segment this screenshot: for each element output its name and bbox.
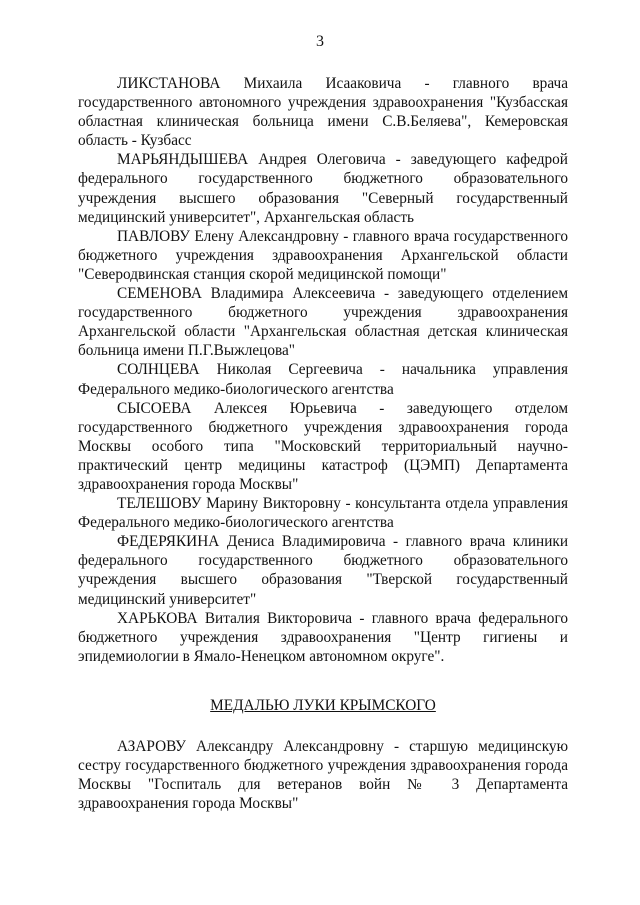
award-entry-kharkov: ХАРЬКОВА Виталия Викторовича - главного врача федерального бюджетного учреждения здравоохранения "Центр гигиены и эпидемиологии в Ямало-Ненецком автономном округе". [78, 609, 568, 665]
award-entry-teleshova: ТЕЛЕШОВУ Марину Викторовну - консультанта отдела управления Федерального медико-биологического агентства [78, 495, 568, 532]
award-entry-sysoev: СЫСОЕВА Алексея Юрьевича - заведующего отделом государственного бюджетного учреждения здравоохранения города Москвы особого типа "Московский территориальный научно-практический центр медицины катастроф (ЦЭМП) Департамента здравоохранения города Москвы" [78, 399, 568, 493]
award-entry-maryandyshev: МАРЬЯНДЫШЕВА Андрея Олеговича - заведующего кафедрой федерального государственного бюджетного образовательного учреждения высшего образования "Северный государственный медицинский университет", Архангельская область [78, 151, 568, 226]
award-entry-likstanov: ЛИКСТАНОВА Михаила Исааковича - главного врача государственного автономного учреждения здравоохранения "Кузбасская областная клиническая больница имени С.В.Беляева", Кемеровская область - Кузбасс [78, 75, 568, 150]
award-entry-semenov: СЕМЕНОВА Владимира Алексеевича - заведующего отделением государственного бюджетного учреждения здравоохранения Архангельской области "Архангельская областная детская клиническая больница имени П.Г.Выжлецова" [78, 285, 568, 360]
document-body [78, 74, 568, 813]
award-list-medal [78, 737, 568, 813]
section-heading-medal: МЕДАЛЬЮ ЛУКИ КРЫМСКОГО [210, 696, 436, 714]
award-entry-azarova: АЗАРОВУ Александру Александровну - старшую медицинскую сестру государственного бюджетного учреждения здравоохранения города Москвы "Госпиталь для ветеранов войн № 3 Департамента здравоохранения города Москвы" [78, 738, 568, 813]
page-number: 3 [316, 33, 324, 50]
award-entry-pavlova: ПАВЛОВУ Елену Александровну - главного врача государственного бюджетного учреждения здравоохранения Архангельской области "Северодвинская станция скорой медицинской помощи" [78, 227, 568, 283]
award-entry-federyakin: ФЕДЕРЯКИНА Дениса Владимировича - главного врача клиники федерального государственного бюджетного образовательного учреждения высшего образования "Тверской государственный медицинский университет" [78, 533, 568, 608]
award-list-continued [78, 74, 568, 666]
award-entry-solntsev: СОЛНЦЕВА Николая Сергеевича - начальника управления Федерального медико-биологического агентства [78, 361, 568, 398]
